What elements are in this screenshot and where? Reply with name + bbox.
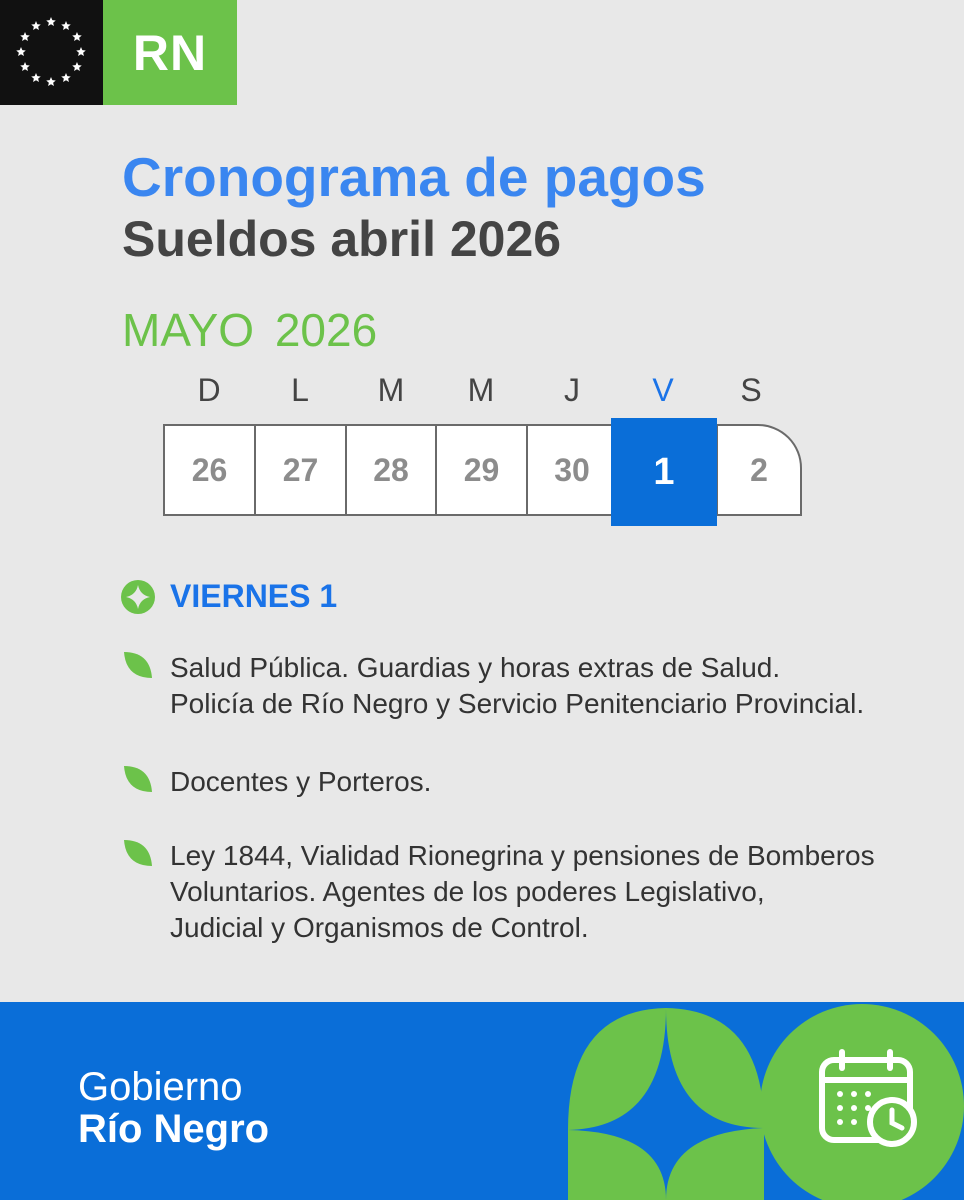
logo-star [46, 77, 56, 86]
logo-star [72, 62, 82, 71]
logo-star [20, 32, 30, 41]
leaf-bullet-icon [122, 838, 154, 868]
weekday-monday: L [291, 372, 309, 408]
page-title: Cronograma de pagos [122, 146, 706, 208]
weekday-thursday: J [564, 372, 580, 408]
leaf-bullet-icon [122, 650, 154, 680]
page-subtitle: Sueldos abril 2026 [122, 211, 562, 267]
logo-rn-box [103, 0, 237, 105]
schedule-item-line: Policía de Río Negro y Servicio Penitenciario Provincial. [170, 688, 865, 719]
star-emblem-icon [568, 1008, 764, 1200]
leaf-bullet-icon [122, 764, 154, 794]
logo-star [16, 47, 26, 56]
weekday-tuesday: M [377, 372, 405, 408]
schedule-item [122, 838, 875, 946]
schedule-item [122, 764, 431, 800]
calendar-day-cell-active: 1 [611, 418, 717, 526]
calendar-day-cell: 29 [435, 424, 528, 516]
schedule-item-line: Ley 1844, Vialidad Rionegrina y pensiones de Bomberos [170, 840, 875, 871]
weekday-saturday: S [740, 372, 762, 408]
weekday-friday: V [652, 372, 674, 408]
calendar-month: MAYO 2026 [122, 304, 378, 356]
calendar-day-cell: 26 [163, 424, 256, 516]
footer-rio-negro: Río Negro [78, 1107, 270, 1151]
schedule-item-line: Salud Pública. Guardias y horas extras de Salud. [170, 652, 781, 683]
calendar-week-row [163, 424, 800, 516]
logo-star [31, 21, 41, 30]
logo-star [61, 21, 71, 30]
schedule-item-line: Docentes y Porteros. [170, 766, 432, 797]
calendar-day-cell: 2 [716, 424, 802, 516]
logo-abbr: RN [132, 24, 208, 81]
weekday-wednesday: M [467, 372, 495, 408]
calendar-day-cell: 27 [254, 424, 347, 516]
calendar-clock-icon [760, 1004, 964, 1200]
star-ring-icon [0, 0, 103, 105]
schedule-day-heading [120, 578, 337, 615]
logo-star [72, 32, 82, 41]
weekday-sunday: D [197, 372, 221, 408]
logo-star [61, 73, 71, 82]
logo-star [46, 17, 56, 26]
schedule-day-label: VIERNES 1 [170, 578, 338, 614]
logo-stars-box [0, 0, 103, 105]
green-star-badge-icon [120, 579, 156, 615]
logo-star [31, 73, 41, 82]
schedule-item [122, 650, 864, 722]
footer-gobierno: Gobierno [78, 1065, 243, 1109]
calendar-day-cell: 28 [345, 424, 437, 516]
schedule-item-line: Voluntarios. Agentes de los poderes Legislativo, [170, 876, 765, 907]
logo-star [20, 62, 30, 71]
calendar-day-cell: 30 [526, 424, 618, 516]
schedule-item-line: Judicial y Organismos de Control. [170, 912, 589, 943]
logo-star [76, 47, 86, 56]
